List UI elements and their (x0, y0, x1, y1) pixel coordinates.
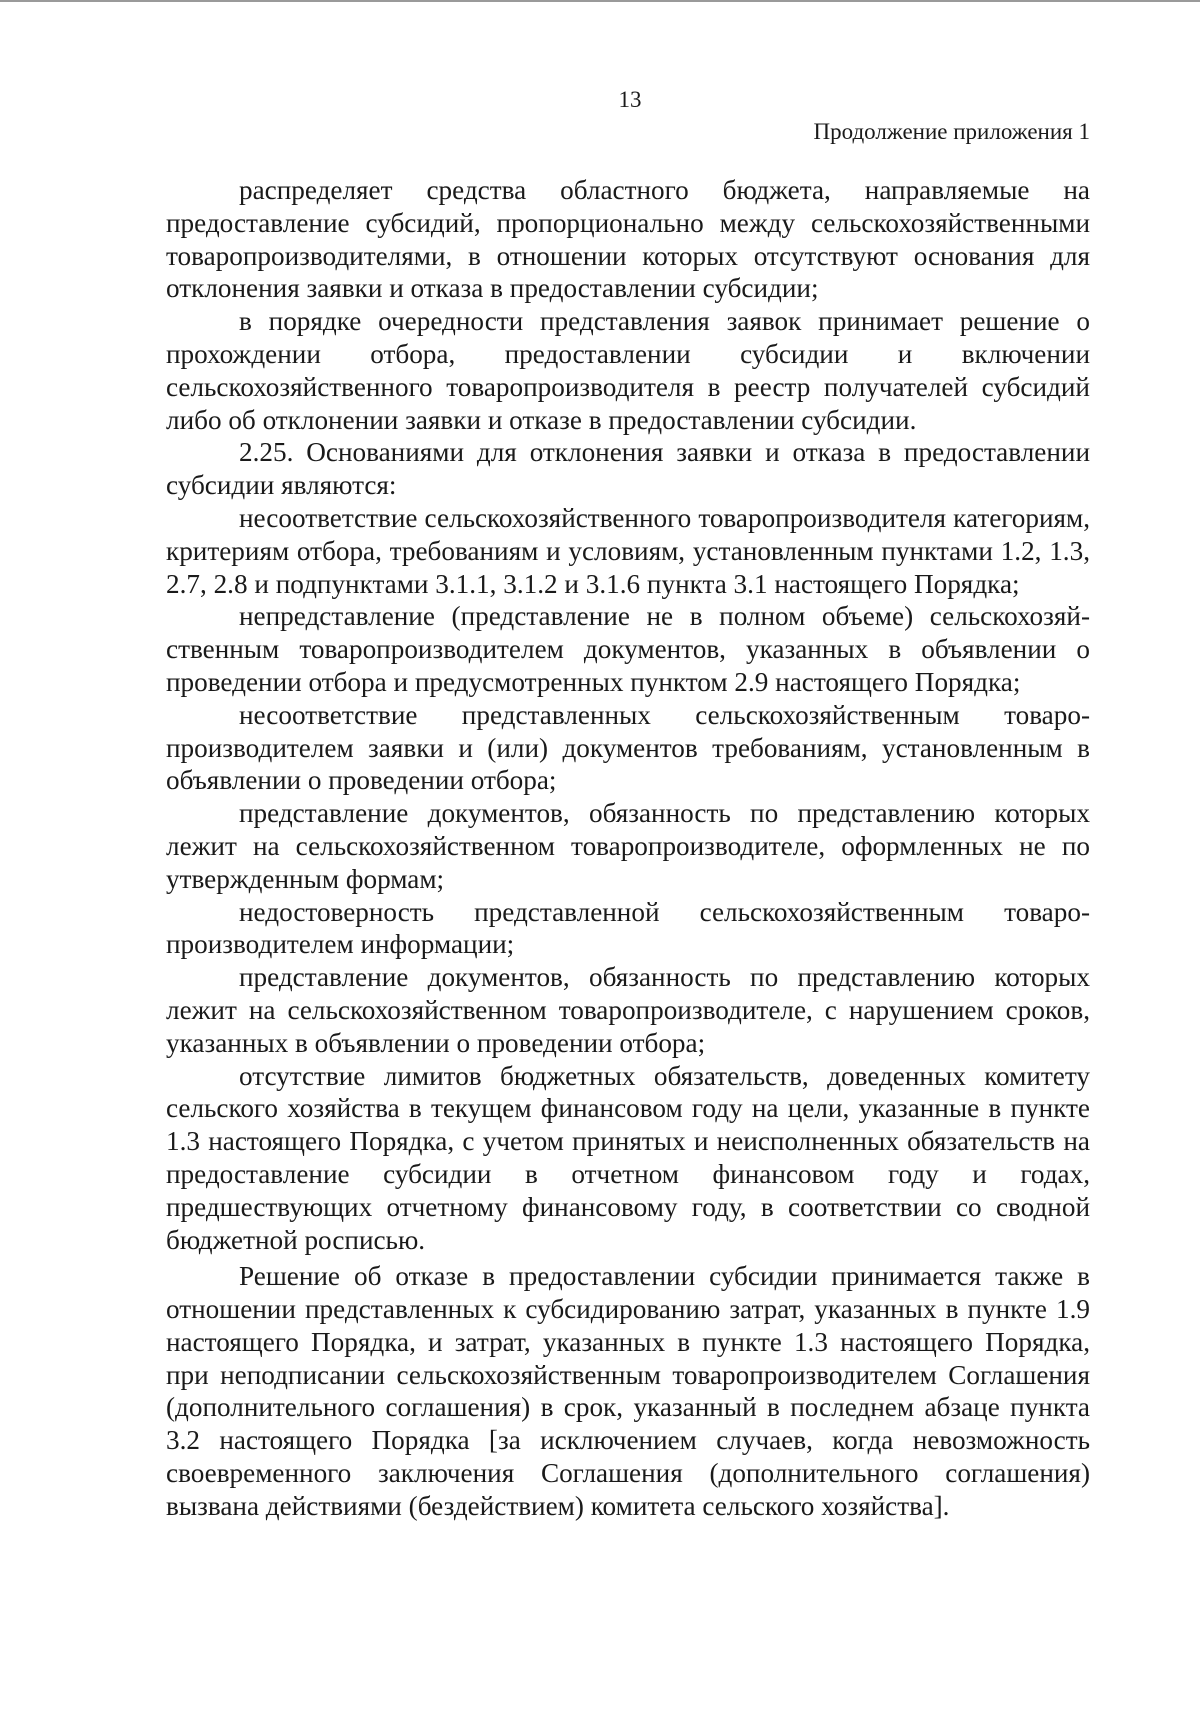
paragraph-section-2-25: 2.25. Основаниями для отклонения заявки и отказа в предоставлении субсидии являются: (166, 437, 1090, 501)
document-body (166, 174, 1090, 1523)
paragraph-ground-late-submission: представление документов, обязанность по представлению которых лежит на сельскохозяйственном товаропроизводителе, с нарушением сроков, указанных в объявлении о проведении отбора; (166, 962, 1090, 1058)
paragraph-ground-missing-documents: непредставление (представление не в полном объеме) сельскохозяйственным товаропроизводителем документов, указанных в объявлении о проведении отбора и предусмотренных пунктом 2.9 настоящего Порядка; (166, 601, 1090, 697)
paragraph-ground-false-information: недостоверность представленной сельскохозяйственным товаропроизводителем информации; (166, 896, 1090, 960)
paragraph-decision-order: в порядке очередности представления заявок принимает решение о прохождении отбора, предоставлении субсидии и включении сельскохозяйственного товаропроизводителя в реестр получателей субсидий либо об отклонении заявки и отказе в предоставлении субсидии. (166, 306, 1090, 435)
paragraph-ground-no-budget-limits: отсутствие лимитов бюджетных обязательств, доведенных комитету сельского хозяйства в текущем финансовом году на цели, указанные в пункте 1.3 настоящего Порядка, с учетом принятых и неисполненных обязательств на предоставление субсидии в отчетном финансовом году и годах, предшествующих отчетному финансовому году, в соответствии со сводной бюджетной росписью. (166, 1060, 1090, 1255)
page-number: 13 (618, 87, 642, 112)
paragraph-ground-noncompliance: несоответствие сельскохозяйственного товаропроизводителя категориям, критериям отбора, требованиям и условиям, установленным пунктами 1.2, 1.3, 2.7, 2.8 и подпунктами 3.1.1, 3.1.2 и 3.1.6 пункта 3.1 настоящего Порядка; (166, 502, 1090, 599)
scan-edge-line (0, 0, 1200, 2)
paragraph-ground-wrong-forms: представление документов, обязанность по представлению которых лежит на сельскохозяйственном товаропроизводителе, оформленных не по утвержденным формам; (166, 798, 1090, 894)
paragraph-distribution: распределяет средства областного бюджета, направляемые на предоставление субсидий, пропорционально между сельскохозяйственными товаропроизводителями, в отношении которых отсутствуют основания для отклонения заявки и отказа в предоставлении субсидии; (166, 175, 1090, 304)
paragraph-ground-document-mismatch: несоответствие представленных сельскохозяйственным товаропроизводителем заявки и (или) документов требованиям, установленным в объявлении о проведении отбора; (166, 699, 1090, 796)
document-page (166, 84, 1090, 1523)
paragraph-refusal-decision: Решение об отказе в предоставлении субсидии принимается также в отношении представленных к субсидированию затрат, указанных в пункте 1.9 настоящего Порядка, и затрат, указанных в пункте 1.3 настоящего Порядка, при неподписании сельскохозяйственным товаропроизводителем Соглашения (дополнительного соглашения) в срок, указанный в последнем абзаце пункта 3.2 настоящего Порядка [за исключением случаев, когда невозможность своевременного заключения Соглашения (дополнительного соглашения) вызвана действиями (бездействием) комитета сельского хозяйства]. (166, 1261, 1090, 1521)
appendix-continuation-note: Продолжение приложения 1 (813, 119, 1090, 144)
